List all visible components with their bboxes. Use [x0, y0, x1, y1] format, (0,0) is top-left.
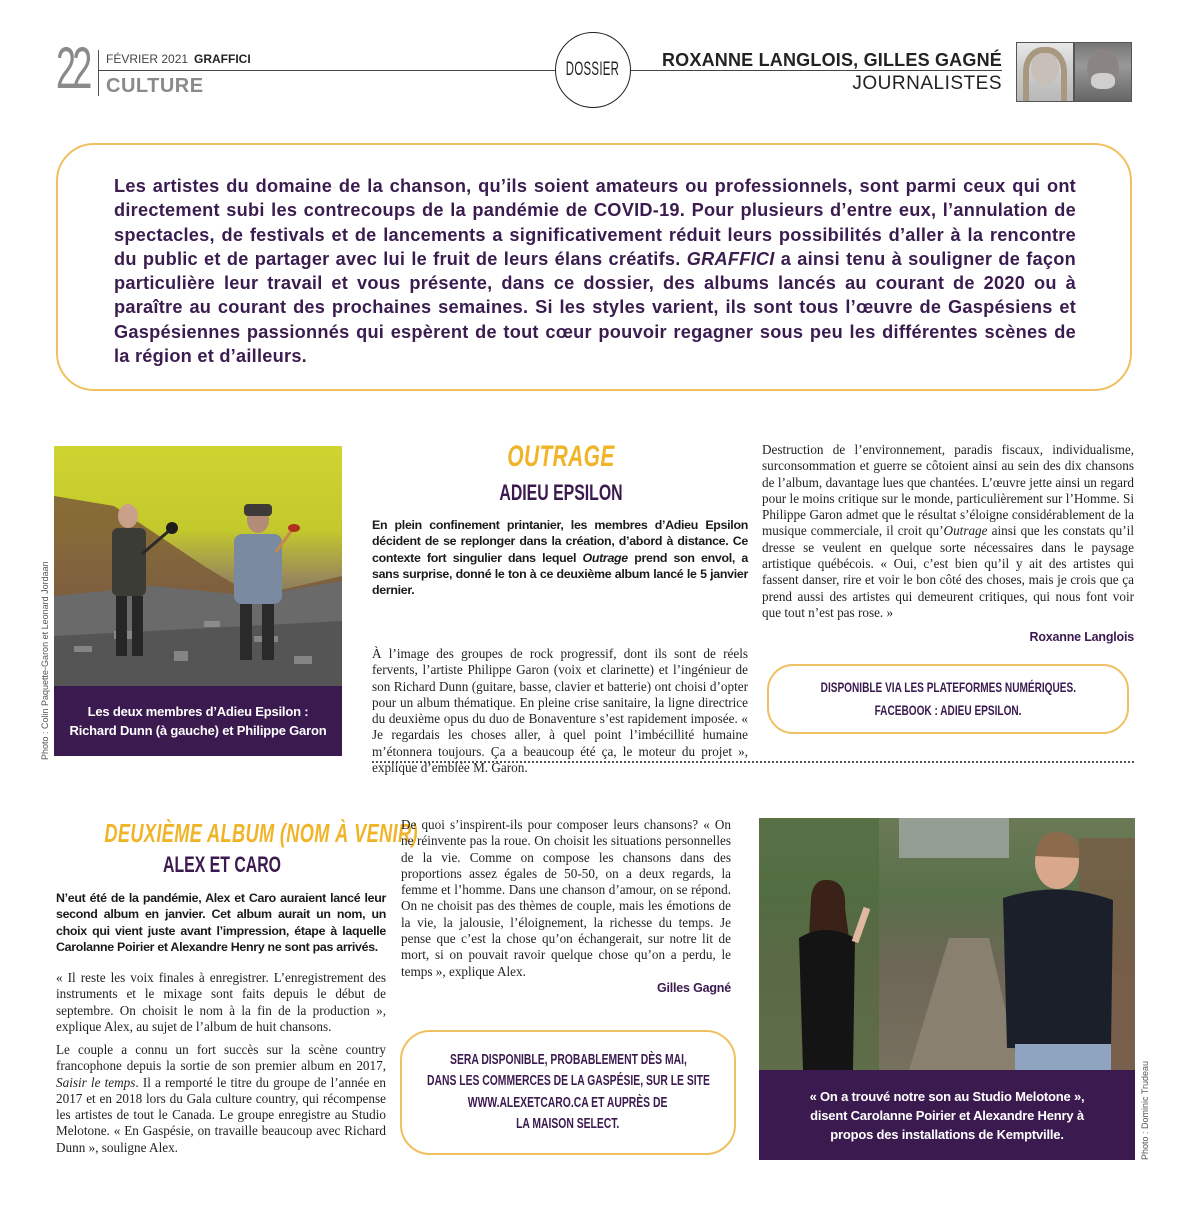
header-divider-vertical	[98, 50, 99, 96]
lead-text-part: En plein confinement printanier, les membres d’Adieu Epsilon décident de se replonger dans la création, d’abord à distance. Ce contexte fort singulier dans lequel	[372, 518, 748, 565]
paragraph-text-part: ainsi que les constats qu’il dresse se veulent en quelque sorte nécessaires dans le paysage artistique québécois. « Oui, c’est bien qu’il y ait des artistes qui fassent danser, rire et voir le bon côté des choses, mais je crois que ça prend aussi des artistes qui demeurent critiques, qui nous font voir que tout n’est pas rose. »	[762, 523, 1134, 620]
caption-text	[58, 702, 338, 740]
artist-name-adieu-epsilon: ADIEU EPSILON	[499, 480, 623, 505]
paragraph-text-part: Le couple a connu un fort succès sur la scène country francophone depuis la sortie de son premier album en 2017,	[56, 1042, 386, 1074]
article-lead	[372, 517, 748, 598]
paragraph-text-part: . Il a remporté le titre du groupe de l’année en 2017 et en 2018 lors du Gala culture country, qui récompense les artistes de tout le Canada. Le groupe enregistre au Studio Melotone. « En Gaspésie, on travaille beaucoup avec Richard Dunn », souligne Alex.	[56, 1074, 386, 1155]
lead-album-name: Outrage	[582, 550, 628, 565]
artist-name-alex-et-caro: ALEX ET CARO	[163, 852, 281, 877]
paragraph-album-name: Saisir le temps	[56, 1074, 136, 1090]
album-title-alex-et-caro: DEUXIÈME ALBUM (NOM À VENIR)	[104, 818, 418, 848]
author-signature: Gilles Gagné	[656, 981, 731, 995]
magazine-name: GRAFFICI	[194, 52, 251, 66]
availability-box	[767, 664, 1129, 734]
article-paragraph: À l’image des groupes de rock progressif, dont ils sont de réels fervents, l’artiste Philippe Garon (voix et clarinette) et l’ingénieur de son Richard Dunn (guitare, basse, clavier et batterie) ont choisi d’opter pour un album thématique. En pleine crise sanitaire, la ligne directrice du deuxième opus du duo de Bonaventure s’est rapidement imposée. « Je regardais les choses aller, à quel point l’imbécillité humaine m’étonnera toujours. Ça a beaucoup été ça, le moteur du projet », explique d’emblée M. Garon.	[372, 646, 748, 776]
article-paragraph: De quoi s’inspirent-ils pour composer leurs chansons? « On ne réinvente pas la roue. On choisit les situations personnelles de la vie. Comme on compose les chansons dans des proportions assez égales de 50-50, on a deux regards, la femme et l’homme. Dans une chanson d’amour, on se répond. On ne choisit pas des thèmes de couple, mais les émotions de la vie, la jalousie, l’éloignement, la richesse du temps. Je pense que c’est la chose qu’on échangerait, sur notre lit de mort, si on pouvait ravoir quelque chose qu’on a perdu, le temps », explique Alex.	[401, 817, 731, 979]
photo-alex-et-caro-illustration	[759, 818, 1135, 1070]
dossier-badge	[555, 32, 631, 108]
photo-caption-adieu-epsilon	[54, 686, 342, 756]
article-paragraph	[762, 442, 1134, 621]
issue-date: FÉVRIER 2021	[106, 52, 189, 66]
article-lead: N’eut été de la pandémie, Alex et Caro auraient lancé leur second album en janvier. Cet album aurait un nom, un choix qui vient juste avant l’impression, étape à laquelle Carolanne Poirier et Alexandre Henry ne sont pas arrivés.	[56, 891, 386, 954]
photo-adieu-epsilon-illustration	[54, 446, 342, 686]
dotted-separator	[372, 761, 1134, 763]
section-title: CULTURE	[106, 75, 204, 97]
availability-box	[400, 1030, 736, 1155]
availability-line: FACEBOOK : ADIEU EPSILON.	[874, 702, 1022, 718]
authors-byline: ROXANNE LANGLOIS, GILLES GAGNÉ	[661, 50, 1002, 70]
article-paragraph: « Il reste les voix finales à enregistrer. L’enregistrement des instruments et le mixage sont faits depuis le début de septembre. On choisit le nom à la fin de la production », explique Alex, au sujet de l’album de huit chansons.	[56, 970, 386, 1034]
availability-line: SERA DISPONIBLE, PROBABLEMENT DÈS MAI,	[449, 1051, 687, 1068]
intro-text-part: Les artistes du domaine de la chanson, qu’ils soient amateurs ou professionnels, sont parmi ceux qui ont directement subi les contrecoups de la pandémie de COVID-19. Pour plusieurs d’entre eux, l’annulation de spectacles, de festivals et de lancements a significativement réduit leurs possibilités d’aller à la rencontre du public et de partager avec lui le fruit de leurs élans créatifs.	[114, 176, 1076, 269]
caption-line: Richard Dunn (à gauche) et Philippe Garon	[69, 723, 327, 738]
page-number: 22	[56, 36, 89, 101]
author-portrait-gilles	[1074, 42, 1132, 102]
dossier-badge-label: DOSSIER	[566, 59, 620, 80]
intro-magazine-name: GRAFFICI	[686, 248, 775, 269]
photo-caption-alex-et-caro	[759, 1070, 1135, 1160]
album-title-outrage: OUTRAGE	[507, 440, 615, 473]
availability-line: DISPONIBLE VIA LES PLATEFORMES NUMÉRIQUES.	[820, 679, 1076, 695]
photo-credit: Photo : Colin Paquette-Garon et Leonard Jordaan	[40, 561, 50, 760]
header-rule-left	[98, 70, 556, 71]
paragraph-album-name: Outrage	[943, 523, 988, 539]
paragraph-text-part: Destruction de l’environnement, paradis fiscaux, individualisme, surconsommation et guerre se côtoient ainsi au sein des dix chansons de l’album, davantage lues que chantées. L’œuvre jette ainsi un regard pour le moins critique sur le monde, particulièrement sur l’Homme. Si Philippe Garon admet que le résultat s’éloigne considérablement de la musique commerciale, il croit qu’	[762, 442, 1134, 539]
photo-alex-et-caro	[759, 818, 1135, 1070]
photo-credit: Photo : Dominic Trudeau	[1140, 1060, 1150, 1160]
author-signature: Roxanne Langlois	[1029, 630, 1134, 644]
lead-text-part: prend son envol, a sans surprise, donné le ton à ce deuxième album lancé le 5 janvier dernier.	[372, 550, 748, 598]
authors-role: JOURNALISTES	[852, 73, 1002, 94]
availability-link[interactable]: WWW.ALEXETCARO.CA ET AUPRÈS DE	[468, 1094, 668, 1111]
caption-line: Les deux membres d’Adieu Epsilon :	[87, 704, 309, 719]
caption-text: « On a trouvé notre son au Studio Melotone », disent Carolanne Poirier et Alexandre Henry à propos des installations de Kemptville.	[809, 1088, 1085, 1142]
availability-line: DANS LES COMMERCES DE LA GASPÉSIE, SUR LE SITE	[426, 1073, 710, 1089]
author-portrait-roxanne	[1016, 42, 1074, 102]
photo-adieu-epsilon	[54, 446, 342, 686]
availability-line: LA MAISON SELECT.	[516, 1116, 620, 1132]
intro-text-part: a ainsi tenu à souligner de façon particulière leur travail et vous présente, dans ce dossier, des albums lancés au courant de 2020 ou à paraître au courant des prochaines semaines. Si les styles varient, ils sont tous l’œuvre de Gaspésiens et Gaspésiennes passionnés qui espèrent de tout cœur pouvoir regagner sous peu les différentes scènes de la région et d’ailleurs.	[114, 248, 1076, 367]
article-paragraph	[56, 1042, 386, 1156]
intro-text	[114, 174, 1076, 368]
